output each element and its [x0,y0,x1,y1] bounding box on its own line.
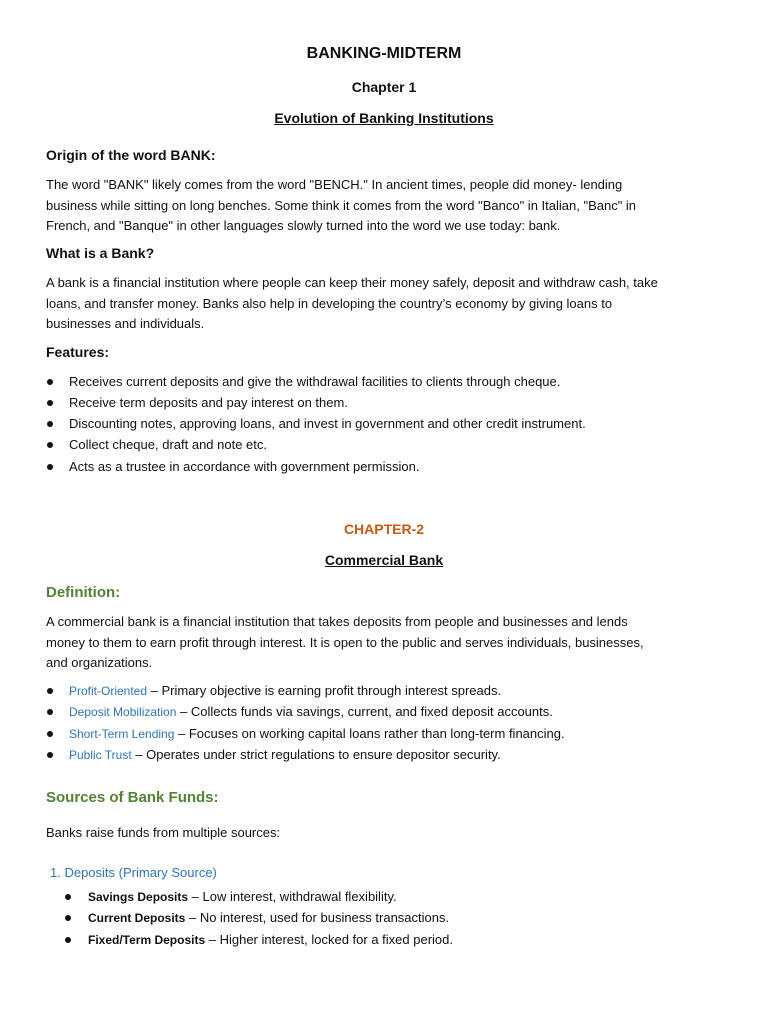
chapter1-label: Chapter 1 [351,79,417,95]
feature-item: Receive term deposits and pay interest on them. [69,395,348,410]
bullet-icon [65,894,71,900]
deposit-text: – No interest, used for business transactions. [185,910,450,925]
what-is-line: A bank is a financial institution where people can keep their money safely, deposit and withdraw cash, take [46,275,658,290]
deposit-text: – Higher interest, locked for a fixed period. [205,932,453,947]
definition-paragraph [46,612,722,674]
definition-item [69,724,565,744]
deposit-term: Fixed/Term Deposits [88,933,206,947]
definition-item [69,681,501,701]
feature-item: Acts as a trustee in accordance with government permission. [69,459,420,474]
deposit-text: – Low interest, withdrawal flexibility. [188,889,397,904]
bullet-icon [47,421,53,427]
definition-item [69,702,553,722]
feature-item: Receives current deposits and give the withdrawal facilities to clients through cheque. [69,374,561,389]
document-title: BANKING-MIDTERM [306,45,462,62]
definition-text: – Focuses on working capital loans rather than long-term financing. [174,726,565,741]
definition-item [69,745,501,765]
bullet-icon [47,731,53,737]
definition-term: Short-Term Lending [69,727,175,741]
what-is-line: businesses and individuals. [46,316,205,331]
bullet-icon [47,464,53,470]
origin-paragraph [46,175,722,237]
chapter2-label: CHAPTER-2 [343,521,425,537]
what-is-bank-paragraph [46,273,722,335]
definition-term: Public Trust [69,748,132,762]
bullet-icon [65,915,71,921]
features-heading: Features: [46,344,110,360]
definition-heading: Definition: [46,584,121,601]
bullet-icon [47,709,53,715]
chapter2-subtitle: Commercial Bank [324,552,444,568]
bullet-icon [47,752,53,758]
chapter1-subtitle: Evolution of Banking Institutions [274,110,494,126]
feature-item: Discounting notes, approving loans, and invest in government and other credit instrument. [69,416,586,431]
definition-term: Profit-Oriented [69,684,148,698]
deposit-item [88,930,453,950]
origin-heading: Origin of the word BANK: [46,147,216,163]
definition-text: – Collects funds via savings, current, and fixed deposit accounts. [176,704,553,719]
bullet-icon [47,379,53,385]
bullet-icon [65,937,71,943]
deposit-term: Current Deposits [88,911,186,925]
bullet-icon [47,400,53,406]
bullet-icon [47,688,53,694]
feature-item: Collect cheque, draft and note etc. [69,437,268,452]
bullet-icon [47,442,53,448]
definition-text: – Operates under strict regulations to ensure depositor security. [131,747,501,762]
sources-intro: Banks raise funds from multiple sources: [46,825,281,840]
definition-term: Deposit Mobilization [69,705,177,719]
deposit-term: Savings Deposits [88,890,189,904]
deposits-heading: 1. Deposits (Primary Source) [50,865,217,880]
definition-text: – Primary objective is earning profit through interest spreads. [147,683,502,698]
deposit-item [88,908,449,928]
origin-line: The word "BANK" likely comes from the word "BENCH." In ancient times, people did money- lending [46,177,623,192]
what-is-line: loans, and transfer money. Banks also help in developing the country’s economy by giving loans to [46,295,613,311]
sources-heading: Sources of Bank Funds: [46,789,219,806]
definition-line: money to them to earn profit through interest. It is open to the public and serves individuals, businesses, [46,634,644,650]
definition-line: A commercial bank is a financial institution that takes deposits from people and businesses and lends [46,614,628,629]
definition-line: and organizations. [46,655,153,670]
what-is-bank-heading: What is a Bank? [46,245,155,261]
deposit-item [88,887,397,907]
origin-line: business while sitting on long benches. Some think it comes from the word "Banco" in Italian, "Banc" in [46,197,637,213]
origin-line: French, and "Banque" in other languages slowly turned into the word we use today: bank. [46,218,561,233]
